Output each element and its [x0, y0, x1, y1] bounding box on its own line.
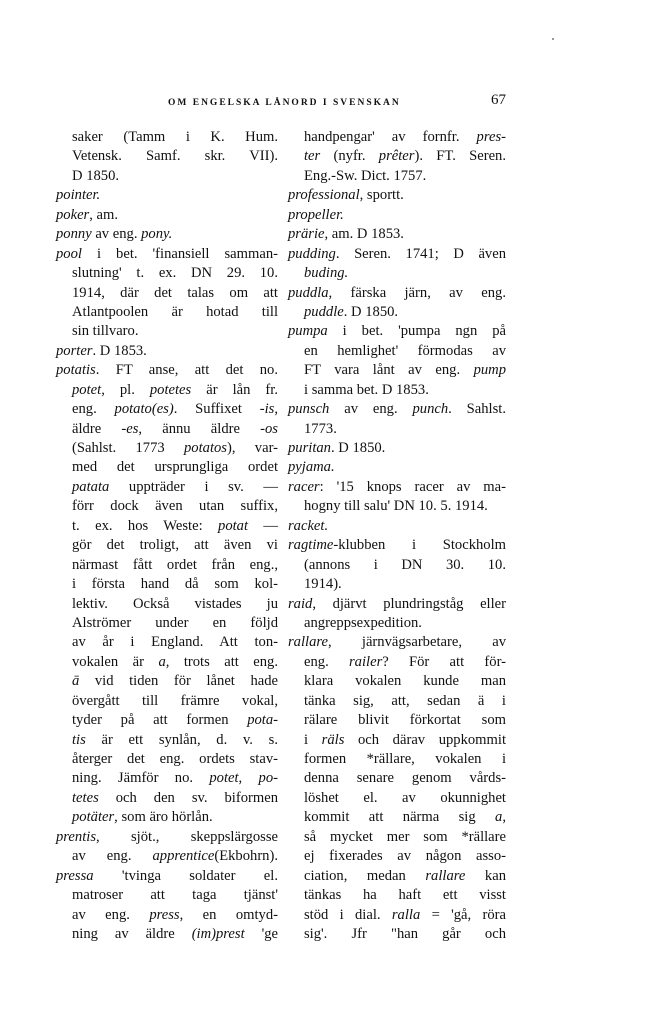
text-line	[56, 672, 278, 691]
text-line	[288, 925, 506, 944]
text-run: i första hand då som kol-	[72, 576, 278, 593]
text-line	[56, 478, 278, 497]
text-run: av eng.	[91, 226, 142, 243]
text-run: övergått till främre vokal,	[72, 692, 278, 709]
text-line	[56, 322, 278, 341]
text-run: Alströmer under en följd	[72, 614, 278, 631]
text-run: . Suffixet	[173, 401, 260, 418]
text-line	[56, 206, 278, 225]
text-line	[56, 400, 278, 419]
text-line	[56, 225, 278, 244]
text-line	[56, 847, 278, 866]
text-run: . FT anse, att det no.	[95, 362, 278, 379]
italic-term: railer	[349, 653, 383, 670]
italic-term: potato(es)	[114, 401, 174, 418]
scan-speck	[552, 38, 554, 40]
text-run: angreppsexpedition.	[304, 614, 422, 631]
text-run: matroser att taga tjänst'	[72, 887, 278, 904]
italic-term: puritan	[288, 440, 331, 456]
text-run: , som äro hörlån.	[114, 809, 213, 826]
text-run: 'ge	[244, 925, 278, 942]
text-run: , ännu äldre	[138, 420, 261, 437]
italic-term: potetes	[149, 381, 192, 398]
text-line	[288, 264, 506, 283]
text-run: rälare blivit förkortat som	[304, 712, 506, 729]
text-run: är lån fr.	[191, 381, 278, 398]
text-run: saker (Tamm i K. Hum.	[72, 129, 278, 145]
text-run: återger det eng. ordets stav-	[72, 751, 278, 767]
italic-term: tis	[72, 731, 86, 748]
text-run: i	[304, 731, 322, 748]
text-run: , färska järn, av eng.	[328, 284, 506, 301]
text-line	[56, 264, 278, 283]
text-run: så mycket mer som *rällare	[304, 828, 506, 845]
text-line	[288, 556, 506, 575]
text-run: . D 1850.	[343, 303, 399, 320]
italic-term: propeller.	[288, 206, 344, 223]
text-run: äldre	[72, 420, 122, 437]
text-line	[56, 147, 278, 166]
text-run: , sportt.	[359, 187, 404, 204]
text-run: t. ex. hos Weste:	[72, 517, 219, 534]
text-line	[288, 284, 506, 303]
text-run: (annons i DN 30. 10.	[304, 556, 506, 573]
italic-term: ā	[72, 673, 80, 690]
text-line	[288, 381, 506, 400]
text-line	[56, 614, 278, 633]
text-line	[288, 245, 506, 264]
text-line	[56, 128, 278, 147]
text-run: , järnvägsarbetare, av	[328, 634, 506, 651]
italic-term: rallare	[288, 634, 328, 651]
text-run: närmast fått ordet från eng.,	[72, 556, 278, 573]
text-line	[56, 556, 278, 575]
text-line	[56, 458, 278, 477]
text-line	[56, 633, 278, 652]
italic-term: räls	[321, 731, 345, 748]
text-run: ,	[502, 809, 506, 826]
italic-term: raid	[288, 595, 313, 612]
text-run: —	[248, 517, 278, 534]
text-line	[56, 711, 278, 730]
italic-term: potat	[218, 517, 249, 534]
text-line	[56, 906, 278, 925]
text-line	[56, 342, 278, 361]
text-run: ), var-	[226, 440, 279, 456]
text-run: Eng.-Sw. Dict. 1757.	[304, 167, 427, 184]
text-run: ). FT. Seren.	[414, 148, 506, 165]
text-line	[56, 653, 278, 672]
text-line	[288, 167, 506, 186]
left-column	[56, 128, 278, 944]
text-run: gör det troligt, att även vi	[72, 537, 278, 554]
text-line	[288, 808, 506, 827]
text-run: , am.	[89, 206, 119, 223]
text-run: av år i England. Att ton-	[72, 634, 278, 651]
italic-term: puddle	[304, 303, 344, 320]
italic-term: a	[495, 809, 503, 826]
italic-term: porter	[56, 342, 93, 359]
italic-term: pyjama.	[288, 459, 335, 476]
text-run: lektiv. Också vistades ju	[72, 595, 278, 612]
italic-term: potatis	[56, 362, 96, 379]
text-run: 'tvinga soldater el.	[93, 867, 278, 884]
italic-term: tetes	[72, 789, 99, 806]
text-run: av eng.	[329, 401, 413, 418]
right-column	[288, 128, 506, 944]
text-line	[288, 497, 506, 516]
text-line	[56, 808, 278, 827]
text-line	[56, 245, 278, 264]
italic-term: rallare	[425, 867, 466, 884]
text-line	[288, 692, 506, 711]
text-run: 1773.	[304, 420, 337, 437]
italic-term: potet	[72, 381, 102, 398]
italic-term: potatos	[184, 440, 227, 456]
text-run: stöd i dial.	[304, 906, 392, 923]
text-line	[56, 886, 278, 905]
text-line	[288, 361, 506, 380]
text-run: uppträder i sv. —	[109, 478, 278, 495]
italic-term: -os	[260, 420, 278, 437]
text-line	[56, 284, 278, 303]
text-line	[288, 400, 506, 419]
text-run: av eng.	[72, 906, 150, 923]
text-run: , djärvt plundringståg eller	[312, 595, 506, 612]
text-line	[288, 633, 506, 652]
italic-term: buding.	[304, 265, 349, 282]
italic-term: potäter	[72, 809, 115, 826]
italic-term: ralla	[391, 906, 421, 923]
text-line	[288, 595, 506, 614]
text-line	[288, 711, 506, 730]
text-line	[56, 361, 278, 380]
text-run: en hemlighet' förmodas av	[304, 342, 506, 359]
text-line	[288, 867, 506, 886]
text-run: Vetensk. Samf. skr. VII).	[72, 148, 278, 165]
text-run: kan	[465, 867, 506, 884]
text-line	[288, 420, 506, 439]
text-run: Atlantpoolen är hotad till	[72, 303, 278, 320]
italic-term: pudding	[288, 245, 336, 262]
text-run: ciation, medan	[304, 867, 426, 884]
text-line	[288, 769, 506, 788]
italic-term: poker	[56, 206, 90, 223]
italic-term: punch	[412, 401, 449, 418]
text-line	[56, 731, 278, 750]
text-run: sig'. Jfr "han går och	[304, 925, 506, 942]
text-line	[288, 322, 506, 341]
text-line	[56, 595, 278, 614]
italic-term: patata	[72, 478, 110, 495]
text-run: = 'gå, röra	[420, 906, 506, 923]
text-line	[288, 750, 506, 769]
text-run: ning av äldre	[72, 925, 192, 942]
text-line	[288, 614, 506, 633]
text-run: . Seren. 1741; D även	[335, 245, 506, 262]
text-line	[56, 420, 278, 439]
text-line	[288, 906, 506, 925]
text-run: , sjöt., skeppslärgosse	[96, 828, 278, 845]
text-run: (nyfr.	[320, 148, 379, 165]
text-line	[288, 886, 506, 905]
italic-term: ponny	[56, 226, 92, 243]
italic-term: press	[149, 906, 180, 923]
text-run: FT vara lånt av eng.	[304, 362, 474, 379]
text-run: 1914, där det talas om att	[72, 284, 278, 301]
text-run: av eng.	[72, 848, 153, 865]
text-line	[288, 206, 506, 225]
text-run: i bet. 'finansiell samman-	[81, 245, 278, 262]
italic-term: puddla	[288, 284, 329, 301]
text-run: D 1850.	[72, 167, 120, 184]
text-run: ,	[274, 401, 278, 418]
text-line	[288, 303, 506, 322]
text-line	[56, 517, 278, 536]
text-run: , pl.	[101, 381, 150, 398]
text-run: eng.	[72, 401, 115, 418]
text-run: (Sahlst. 1773	[72, 440, 184, 456]
italic-term: pool	[56, 245, 82, 262]
text-run: sin tillvaro.	[72, 323, 139, 340]
italic-term: -is	[259, 401, 275, 418]
italic-term: racket.	[288, 517, 329, 534]
text-line	[288, 186, 506, 205]
italic-term: pony.	[141, 226, 173, 243]
text-line	[288, 828, 506, 847]
italic-term: pota-	[247, 712, 278, 729]
text-line	[288, 225, 506, 244]
text-line	[288, 536, 506, 555]
text-line	[56, 167, 278, 186]
text-line	[288, 789, 506, 808]
text-run: , en omtyd-	[179, 906, 278, 923]
text-run: tyder på att formen	[72, 712, 248, 729]
text-line	[56, 692, 278, 711]
text-run: -klubben i Stockholm	[333, 537, 506, 554]
text-line	[288, 731, 506, 750]
text-run: ej fixerades av någon asso-	[304, 848, 506, 865]
text-run: klara vokalen kunde man	[304, 673, 506, 690]
text-run: och därav uppkommit	[344, 731, 506, 748]
text-run: slutning' t. ex. DN 29. 10.	[72, 265, 278, 282]
text-run: denna senare genom vårds-	[304, 770, 506, 787]
text-run: ning. Jämför no.	[72, 770, 210, 787]
italic-term: racer	[288, 478, 320, 495]
text-run: . D 1853.	[92, 342, 147, 359]
text-line	[288, 517, 506, 536]
text-line	[288, 847, 506, 866]
text-line	[288, 478, 506, 497]
text-run: . D 1850.	[330, 440, 386, 456]
text-run: kommit att närma sig	[304, 809, 496, 826]
text-line	[56, 575, 278, 594]
text-run: hogny till salu' DN 10. 5. 1914.	[304, 498, 488, 515]
text-line	[56, 828, 278, 847]
text-line	[288, 458, 506, 477]
text-run: är ett synlån, d. v. s.	[85, 731, 278, 748]
page-number: 67	[491, 92, 506, 108]
italic-term: ter	[304, 148, 321, 165]
text-run: , am. D 1853.	[324, 226, 404, 243]
text-run: : '15 knops racer av ma-	[319, 478, 506, 495]
text-line	[56, 867, 278, 886]
text-run: i bet. 'pumpa ngn på	[327, 323, 506, 340]
italic-term: pump	[473, 362, 506, 379]
italic-term: pres-	[476, 129, 506, 145]
text-line	[288, 439, 506, 458]
text-line	[56, 303, 278, 322]
italic-term: apprentice	[152, 848, 215, 865]
italic-term: pressa	[56, 867, 94, 884]
text-line	[56, 925, 278, 944]
text-line	[56, 381, 278, 400]
text-line	[288, 575, 506, 594]
text-line	[56, 769, 278, 788]
text-line	[56, 497, 278, 516]
text-line	[288, 342, 506, 361]
text-run: i samma bet. D 1853.	[304, 381, 429, 398]
text-run: tänka sig, att, sedan ä i	[304, 692, 506, 709]
text-line	[56, 789, 278, 808]
italic-term: prärie	[288, 226, 325, 243]
text-run: handpengar' av fornfr.	[304, 129, 477, 145]
text-line	[288, 653, 506, 672]
italic-term: ragtime	[288, 537, 334, 554]
text-run: 1914).	[304, 576, 342, 593]
italic-term: pointer.	[56, 187, 101, 204]
text-run: , trots att eng.	[165, 653, 278, 670]
text-run: formen *rällare, vokalen i	[304, 751, 506, 767]
text-line	[288, 672, 506, 691]
text-run: förr dock även utan suffix,	[72, 498, 278, 515]
italic-term: prentis	[56, 828, 96, 845]
text-run: eng.	[304, 653, 349, 670]
running-head: OM ENGELSKA LÅNORD I SVENSKAN	[168, 98, 401, 108]
text-line	[288, 147, 506, 166]
text-line	[56, 536, 278, 555]
text-line	[56, 439, 278, 458]
italic-term: a	[158, 653, 166, 670]
italic-term: punsch	[288, 401, 330, 418]
italic-term: prêter	[378, 148, 415, 165]
text-line	[288, 128, 506, 147]
text-run: ? För att för-	[382, 653, 506, 670]
italic-term: pumpa	[288, 323, 328, 340]
text-run: vid tiden för lånet hade	[79, 673, 278, 690]
text-run: löshet el. av okunnighet	[304, 789, 506, 806]
text-run: . Sahlst.	[448, 401, 506, 418]
text-run: tänkas ha haft ett visst	[304, 887, 506, 904]
italic-term: -es	[121, 420, 139, 437]
text-run: och den sv. biformen	[98, 789, 278, 806]
italic-term: (im)prest	[191, 925, 245, 942]
italic-term: professional	[288, 187, 360, 204]
text-run: med det ursprungliga ordet	[72, 459, 278, 476]
text-line	[56, 186, 278, 205]
text-run: vokalen är	[72, 653, 159, 670]
text-run: (Ekbohrn).	[214, 848, 278, 865]
italic-term: potet, po-	[209, 770, 278, 787]
text-line	[56, 750, 278, 769]
